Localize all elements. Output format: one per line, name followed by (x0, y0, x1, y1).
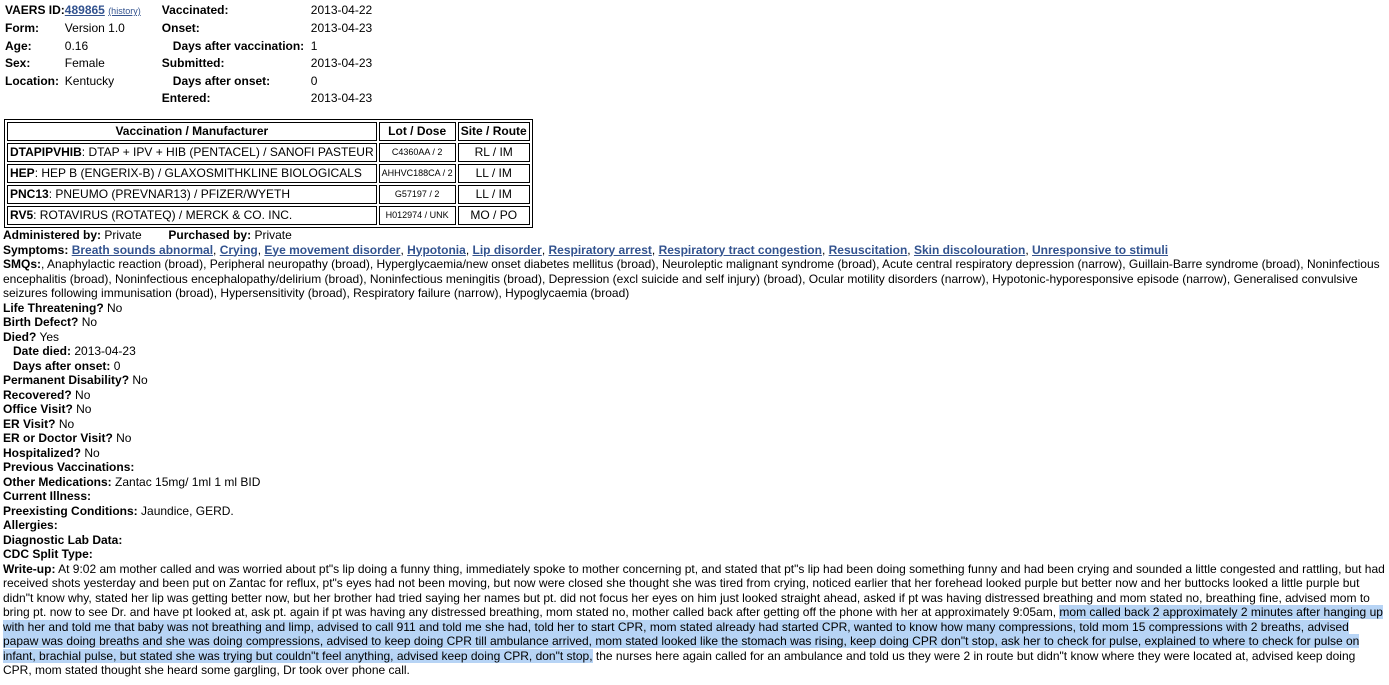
current-illness-line (3, 489, 1386, 504)
days-after-vax-value: 1 (310, 38, 318, 53)
date-died-line (3, 344, 1386, 359)
vaers-id-label: VAERS ID: (5, 3, 65, 17)
smqs-block (3, 257, 1386, 301)
symptom-link[interactable]: Unresponsive to stimuli (1032, 242, 1169, 257)
er-doctor-label: ER or Doctor Visit? (3, 431, 113, 445)
lot-dose: C4360AA / 2 (379, 143, 456, 162)
cdc-split-label: CDC Split Type: (3, 547, 93, 561)
sex-value: Female (64, 56, 105, 71)
report-details (3, 228, 1386, 678)
vaccinated-value: 2013-04-22 (310, 3, 373, 17)
purchased-label: Purchased by: (168, 228, 252, 242)
table-row (7, 164, 530, 183)
er-visit-value: No (58, 416, 75, 431)
submitted-value: 2013-04-23 (310, 56, 373, 71)
days-after-onset-label: Days after onset: (172, 73, 271, 88)
days-after-onset-value: 0 (310, 73, 318, 88)
vaccine-code: PNC13 (10, 187, 49, 201)
symptom-link[interactable]: Skin discolouration (913, 242, 1026, 257)
cdc-split-line (3, 547, 1386, 562)
er-doctor-value: No (116, 431, 132, 445)
writeup-label: Write-up: (3, 561, 56, 576)
form-label: Form: (5, 21, 39, 35)
vaccine-code: HEP (10, 166, 35, 180)
report-header (5, 4, 372, 110)
col-lot-dose: Lot / Dose (379, 122, 456, 141)
office-visit-line (3, 402, 1386, 417)
entered-label: Entered: (161, 91, 211, 106)
writeup-selected-text: mom called back 2 approximately 2 minutes after hanging up with her and told me that baby was not breathing and limp, advised to call 911 and told me she had, told her to start CPR, mom stated already had started CPR, wanted to know how many compressions, told mom 15 compressions with 2 breaths, advised papaw was doing breaths and she was doing compressions, advised to keep doing CPR till ambulance arrived, mom stated looked like the stomach was rising, keep doing CPR don"t stop, ask her to check for pulse, explained to where to check for pulse on infant, brachial pulse, but stated she was trying but couldn"t feel anything, advised keep doing CPR, don"t stop, (3, 605, 1383, 663)
site-route: MO / PO (458, 206, 530, 225)
other-meds-value: Zantac 15mg/ 1ml 1 ml BID (115, 474, 261, 489)
writeup-block (3, 562, 1386, 678)
hospitalized-value: No (84, 445, 100, 460)
vaccinated-label: Vaccinated: (161, 3, 229, 17)
hospitalized-label: Hospitalized? (3, 445, 82, 460)
date-died-value: 2013-04-23 (74, 344, 136, 358)
writeup-text: At 9:02 am mother called and was worried about pt"s lip doing a funny thing, immediately spoke to mother concerning pt, and stated that pt"s lip had been doing something funny and had been crying and sounded a little congested and rattling, but had received shots yesterday and been put on Zantac for reflux, pt"s eyes had not been moving, but now were closed she thought she was tired from crying, noticed earlier that her forehead looked purple but better now and her buttocks looked a little purple but didn"t know why, stated her lip was getting better now, but her brother had tried saying her names but pt. did not focus her eyes on him just looked straight ahead, asked if pt was having distressed breathing and mom stated no, breathing fine, advised mom to bring pt. now to see Dr. and have pt looked at, ask pt. again if pt was having any distressed breathing, mom stated no, mother called back after getting off the phone with her at approximately 9:05am, (3, 561, 1385, 619)
symptom-link[interactable]: Respiratory arrest (548, 242, 652, 257)
date-died-label: Date died: (13, 344, 72, 358)
life-threatening-label: Life Threatening? (3, 300, 104, 315)
location-label: Location: (5, 73, 59, 88)
table-row (7, 143, 530, 162)
other-meds-line (3, 475, 1386, 490)
administered-value: Private (104, 228, 142, 242)
vaccination-table (4, 119, 533, 228)
vaccine-desc: : HEP B (ENGERIX-B) / GLAXOSMITHKLINE BIOLOGICALS (34, 166, 362, 180)
prev-vax-line (3, 460, 1386, 475)
recovered-label: Recovered? (3, 387, 72, 402)
onset-label: Onset: (161, 21, 200, 35)
recovered-line (3, 388, 1386, 403)
col-vaccination: Vaccination / Manufacturer (7, 122, 377, 141)
symptom-link[interactable]: Crying (219, 242, 258, 257)
sex-label: Sex: (5, 56, 31, 71)
vaccine-desc: : ROTAVIRUS (ROTATEQ) / MERCK & CO. INC. (33, 208, 293, 222)
died-days-label: Days after onset: (13, 358, 111, 373)
disability-line (3, 373, 1386, 388)
preexisting-line (3, 504, 1386, 519)
died-label: Died? (3, 329, 37, 344)
symptom-link[interactable]: Eye movement disorder (264, 242, 401, 257)
symptoms-label: Symptoms: (3, 242, 69, 257)
er-doctor-line (3, 431, 1386, 446)
birth-defect-label: Birth Defect? (3, 315, 79, 329)
lab-data-line (3, 533, 1386, 548)
writeup-text-end: the nurses here again called for an ambulance and told us they were 2 in route but didn"t know where they were located at, advised keep doing CPR, mom stated thought she heard some gargling, Dr took over phone call. (3, 648, 1356, 677)
days-after-vax-label: Days after vaccination: (172, 38, 305, 53)
current-illness-label: Current Illness: (3, 489, 92, 503)
other-meds-label: Other Medications: (3, 474, 112, 489)
purchased-value: Private (254, 228, 292, 242)
died-days-value: 0 (113, 358, 121, 373)
birth-defect-value: No (81, 315, 98, 329)
age-label: Age: (5, 38, 32, 53)
entered-value: 2013-04-23 (310, 91, 373, 106)
died-days-line (3, 359, 1386, 374)
lot-dose: H012974 / UNK (379, 206, 456, 225)
symptom-link[interactable]: Hypotonia (407, 242, 466, 257)
preexisting-value: Jaundice, GERD. (141, 503, 234, 518)
er-visit-line (3, 417, 1386, 432)
administered-label: Administered by: (3, 228, 102, 242)
er-visit-label: ER Visit? (3, 416, 56, 431)
col-site-route: Site / Route (458, 122, 530, 141)
allergies-label: Allergies: (3, 518, 58, 532)
vaccine-code: DTAPIPVHIB (10, 145, 82, 159)
history-link[interactable]: (history) (108, 6, 141, 16)
hospitalized-line (3, 446, 1386, 461)
died-line (3, 330, 1386, 345)
site-route: LL / IM (458, 185, 530, 204)
table-row (7, 206, 530, 225)
died-value: Yes (39, 329, 60, 344)
symptom-link[interactable]: Breath sounds abnormal (71, 242, 214, 257)
life-threatening-line (3, 301, 1386, 316)
symptom-link[interactable]: Respiratory tract congestion (658, 242, 822, 257)
site-route: RL / IM (458, 143, 530, 162)
lab-data-label: Diagnostic Lab Data: (3, 532, 123, 547)
birth-defect-line (3, 315, 1386, 330)
smqs-value: , Anaphylactic reaction (broad), Peripheral neuropathy (broad), Hyperglycaemia/new onset diabetes mellitus (broad), Neuroleptic malignant syndrome (broad), Acute central respiratory depression (narrow), Guillain-Barre syndrome (broad), Noninfectious encephalitis (broad), Noninfectious encephalopathy/delirium (broad), Noninfectious meningitis (broad), Depression (excl suicide and self injury) (broad), Ocular motility disorders (narrow), Hypotonic-hyporesponsive episode (narrow), Generalised convulsive seizures following immunisation (broad), Hypersensitivity (broad), Respiratory failure (narrow), Hypoglycaemia (broad) (3, 257, 1380, 300)
site-route: LL / IM (458, 164, 530, 183)
vaccine-desc: : DTAP + IPV + HIB (PENTACEL) / SANOFI PASTEUR (81, 145, 374, 159)
location-value: Kentucky (64, 73, 115, 88)
age-value: 0.16 (64, 38, 89, 53)
life-threatening-value: No (107, 300, 123, 315)
prev-vax-label: Previous Vaccinations: (3, 460, 135, 474)
symptom-link[interactable]: Resuscitation (828, 242, 908, 257)
smqs-label: SMQs: (3, 257, 42, 271)
recovered-value: No (75, 387, 91, 402)
lot-dose: AHHVC188CA / 2 (379, 164, 456, 183)
symptoms-line: Symptoms: Breath sounds abnormal, Crying, Eye movement disorder, Hypotonia, Lip disorder, Respiratory arrest, Respiratory tract congestion, Resuscitation, Skin discolouration, Unresponsive to stimuli (3, 242, 1169, 257)
office-visit-label: Office Visit? (3, 402, 73, 416)
vaers-id-link[interactable]: 489865 (64, 3, 105, 17)
vaccine-code: RV5 (10, 208, 34, 222)
disability-label: Permanent Disability? (3, 373, 130, 387)
disability-value: No (132, 373, 148, 387)
vaccine-desc: : PNEUMO (PREVNAR13) / PFIZER/WYETH (48, 187, 291, 201)
onset-value: 2013-04-23 (310, 21, 373, 35)
form-value: Version 1.0 (64, 21, 125, 35)
submitted-label: Submitted: (161, 56, 225, 71)
office-visit-value: No (76, 402, 92, 416)
symptom-link[interactable]: Lip disorder (472, 242, 542, 257)
lot-dose: G57197 / 2 (379, 185, 456, 204)
administration-line (3, 228, 1386, 243)
preexisting-label: Preexisting Conditions: (3, 503, 138, 518)
table-row (7, 185, 530, 204)
allergies-line (3, 518, 1386, 533)
